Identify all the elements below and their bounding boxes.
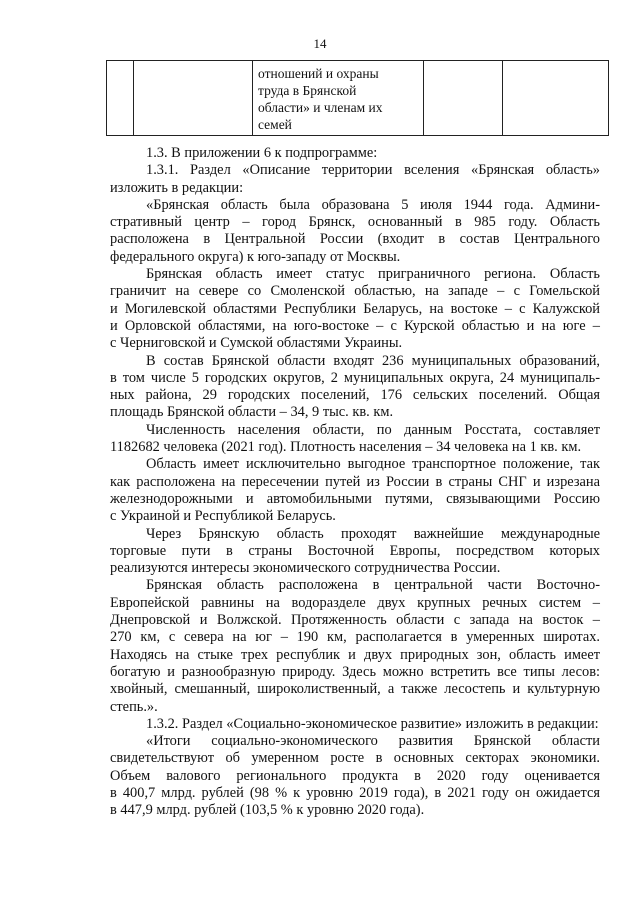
text-line: Численность населения области, по данным Росстата, составляет xyxy=(146,421,600,438)
text-line: Брянская область имеет статус приграничного региона. Область xyxy=(146,266,600,283)
paragraph-transport xyxy=(110,456,600,525)
text-line: в том числе 5 городских округов, 2 муниципальных округа, 24 муниципаль- xyxy=(110,369,600,386)
table-cell xyxy=(134,61,253,136)
paragraph-trade-routes xyxy=(110,526,600,578)
text-line: 1.3. В приложении 6 к подпрограмме: xyxy=(146,145,378,161)
table-cell xyxy=(107,61,134,136)
paragraph-geography xyxy=(110,577,600,715)
text-line: «Итоги социально-экономического развития Брянской области xyxy=(146,733,600,750)
text-line: Объем валового регионального продукта в 2020 году оценивается xyxy=(110,767,600,784)
table-row xyxy=(107,61,609,136)
text-line: 270 км, с севера на юг – 190 км, располагается в умеренных широтах. xyxy=(110,629,600,646)
page-number: 14 xyxy=(313,36,327,51)
table-cell-text xyxy=(253,61,424,136)
table-cell xyxy=(503,61,609,136)
paragraph-border-region xyxy=(110,266,600,352)
text-line: федерального округа) к юго-западу от Москвы. xyxy=(110,248,401,265)
text-line: «Брянская область была образована 5 июля 1944 года. Админи- xyxy=(146,196,600,213)
text-line: Европейской равнины на водоразделе двух крупных речных систем – xyxy=(110,594,600,611)
text-line: торговые пути в страны Восточной Европы, посредством которых xyxy=(110,542,600,559)
text-line: граничит на севере со Смоленской областью, на западе – с Гомельской xyxy=(110,283,600,300)
paragraph-region-founded xyxy=(110,197,600,266)
text-line: и Могилевской областями Республики Беларусь, на востоке – с Калужской xyxy=(110,300,600,317)
table-cell xyxy=(424,61,503,136)
text-line: как расположена на пересечении путей из России в страны СНГ и изрезана xyxy=(110,473,600,490)
text-line: 1.3.2. Раздел «Социально-экономическое развитие» изложить в редакции: xyxy=(146,715,599,732)
text-line: железнодорожными и автомобильными путями, связывающими Россию xyxy=(110,490,600,507)
text-line: с Черниговской и Сумской областями Украины. xyxy=(110,335,403,352)
text-line: свидетельствуют об умеренном росте в основных секторах экономики. xyxy=(110,750,600,767)
text-line: в 400,7 млрд. рублей (98 % к уровню 2019 года), в 2021 году он ожидается xyxy=(110,784,600,801)
paragraph-municipalities xyxy=(110,353,600,422)
text-line: изложить в редакции: xyxy=(110,179,244,196)
text-line: В состав Брянской области входят 236 муниципальных образований, xyxy=(146,352,600,369)
text-line: Находясь на стыке трех республик и двух природных зон, область имеет xyxy=(110,646,600,663)
table-cell-line: отношений и охраны xyxy=(258,66,379,81)
text-line: с Украиной и Республикой Беларусь. xyxy=(110,508,336,525)
text-line: 1.3.1. Раздел «Описание территории вселения «Брянская область» xyxy=(146,162,600,179)
text-line: Брянская область расположена в центральной части Восточно- xyxy=(146,577,600,594)
paragraph-population xyxy=(110,422,600,457)
table-cell-line: семей xyxy=(258,117,292,132)
document-body xyxy=(110,145,600,820)
table-cell-line: труда в Брянской xyxy=(258,83,357,98)
text-line: 1182682 человека (2021 год). Плотность населения – 34 человека на 1 кв. км. xyxy=(110,439,582,456)
text-line: площадь Брянской области – 34, 9 тыс. кв. км. xyxy=(110,404,394,421)
paragraph-section-1-3-1 xyxy=(110,162,600,197)
text-line: в 447,9 млрд. рублей (103,5 % к уровню 2020 года). xyxy=(110,802,425,819)
text-line: реализуются интересы экономического сотрудничества России. xyxy=(110,560,501,577)
text-line: Днепровской и Волжской. Протяженность области с запада на восток – xyxy=(110,612,600,629)
text-line: и Орловской областями, на юго-востоке – с Курской областью и на юге – xyxy=(110,317,600,334)
text-line: степь.». xyxy=(110,698,158,715)
table-cell-line: области» и членам их xyxy=(258,100,383,115)
text-line: богатую и разнообразную природу. Здесь можно встретить все типы лесов: xyxy=(110,663,600,680)
paragraph-appendix-6 xyxy=(110,145,600,162)
text-line: Через Брянскую область проходят важнейшие международные xyxy=(146,525,600,542)
text-line: расположена в Центральной России (входит в состав Центрального xyxy=(110,231,600,248)
text-line: ных района, 29 городских поселений, 176 сельских поселений. Общая xyxy=(110,387,600,404)
continued-table xyxy=(106,60,609,136)
paragraph-section-1-3-2 xyxy=(110,716,600,733)
text-line: хвойный, смешанный, широколиственный, а также лесостепь и культурную xyxy=(110,681,600,698)
paragraph-economy xyxy=(110,733,600,819)
text-line: стративный центр – город Брянск, основанный в 985 году. Область xyxy=(110,214,600,231)
text-line: Область имеет исключительно выгодное транспортное положение, так xyxy=(146,456,600,473)
